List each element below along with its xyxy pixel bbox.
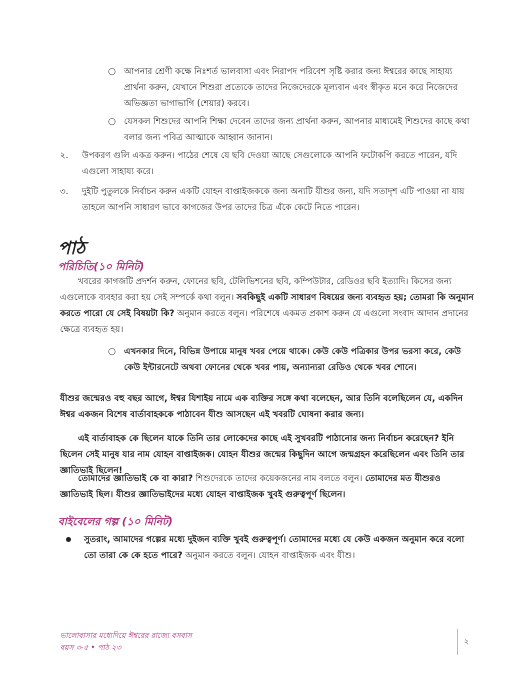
intro-paragraph: খবরের কাগজটি প্রদর্শন করুন, ফোনের ছবি, টেলিভিশনের ছবি, কম্পিউটার, রেডিওর ছবি ইত্যাদি। কিসের জন্য এগুলোকে ব্যবহার করা হয় সেই সম্পর্কে কথা বলুন। সবকিছুই একটি সাধারণ বিষয়ের জন্য ব্যবহৃত হয়; তোমরা কি অনুমান করতে পারো যে সেই বিষয়টা কি? অনুমান করতে বলুন। পরিশেষে একমত প্রকাশ করুন যে এগুলো সংবাদ আদান প্রদানের ক্ষেত্রে ব্যবহৃত হয়। (60, 277, 474, 335)
circle-bullet-icon: ○ (108, 67, 116, 77)
messenger-paragraph: এই বার্তাবাহক কে ছিলেন যাকে তিনি তার লোকেদের কাছে এই সুখবরটি পাঠানোর জন্য নির্বাচন করেছেন? ইনি ছিলেন সেই মানুষ যার নাম যোহন বাপ্তাইজক। যোহন যীশুর জন্মের কিছুদিন আগে জন্মগ্রহন করেছিলেন এবং তিনি তার জ্ঞাতিভাই ছিলেন! (60, 434, 465, 476)
footer-divider (457, 629, 458, 655)
cousin-paragraph: তোমাদের জ্ঞাতিভাই কে বা কারা? শিশুদেরকে তাদের কয়েকজনের নাম বলতে বলুন। তোমাদের মত যীশুরও জ্ঞাতিভাই ছিল। যীশুর জ্ঞাতিভাইদের মধ্যে যোহন বাপ্তাইজক খুবই গুরুত্বপূর্ণ ছিলেন। (60, 474, 441, 500)
prep-sub-item-2: ○ যেসকল শিশুদের আপনি শিক্ষা দেবেন তাদের জন্য প্রার্থনা করুন, আপনার মাধ্যমেই শিশুদের কাছে কথা বলার জন্য পবিত্র আত্মাকে আহ্বান জানান। (124, 114, 470, 146)
prep-step-2: ২. উপকরণ গুলি একত্র করুন। পাঠের শেষে যে ছবি দেওয়া আছে সেগুলোকে আপনি ফটোকপি করতে পারেন, যদি এগুলো সাহায্য করে। (60, 151, 458, 177)
prep-sub-item-1: ○ আপনার শ্রেণী কক্ষে নিঃশর্ত ভালবাসা এবং নিরাপদ পরিবেশ সৃষ্টি করার জন্য ঈশ্বরের কাছে সাহায্য প্রার্থনা করুন, যেখানে শিশুরা প্রত্যেকে তাদের নিজেদেরকে মূল্যবান এবং স্বীকৃত মনে করে নিজেদের অভিজ্ঞতা ভাগাভাগি (শেয়ার) করবে। (124, 64, 470, 112)
circle-bullet-icon: ○ (108, 347, 116, 357)
news-sub-item: ○ এখনকার দিনে, বিভিন্ন উপায়ে মানুষ খবর পেয়ে থাকে। কেউ কেউ পত্রিকার উপর ভরসা করে, কেউ কেউ ইন্টারনেটে অথবা ফোনের থেকে খবর পায়, অন্যান্যরা রেডিও থেকে খবর শোনে। (124, 344, 470, 376)
circle-bullet-icon: ○ (108, 117, 116, 127)
bullet-dot-icon (66, 537, 71, 542)
isaiah-paragraph: যীশুর জন্মেরও বহু বছর আগে, ঈশ্বর যিশাইয় নামে এক ব্যক্তির সঙ্গে কথা বলেছেন, আর তিনি বলেছিলেন যে, একদিন ঈশ্বর একজন বিশেষ বার্তাবাহককে পাঠাবেন যীশু আসছেন এই খবরটি ঘোষনা করার জন্য। (60, 394, 463, 420)
intro-heading: পরিচিতি(১০ মিনিট) (58, 261, 145, 273)
prep-step-3: ৩. দুইটি পুতুলকে নির্বাচন করুন একটি যোহন বাপ্তাইজককে জন্য অন্যটি যীশুর জন্য, যদি সতাদৃশ এটি পাওয়া না যায় তাহলে আপনি সাধারণ ভাবে কাগজের উপর তাদের চিত্র এঁকে কেটে নিতে পারেন। (60, 187, 465, 213)
bible-story-heading: বাইবেলের গল্প (১০ মিনিট) (58, 516, 173, 528)
page-number: ২ (464, 637, 469, 646)
bible-story-bullet: সুতরাং, আমাদের গল্পের মধ্যে দুইজন ব্যক্তি খুবই গুরুত্বপূর্ণ। তোমাদের মধ্যে যে কেউ একজন অনুমান করে বলো তো তারা কে কে হতে পারে? অনুমান করতে বলুন। যোহন বাপ্তাইজক এবং যীশু। (84, 532, 474, 564)
footer-subtitle: বয়স ৩-৫ • পাঠ ২৩ (60, 643, 121, 652)
footer-title: ভালোবাসার মধ্যেদিয়ে ঈশ্বরের রাজ্যে বসবাস (60, 631, 192, 640)
lesson-heading: পাঠ (58, 238, 86, 259)
